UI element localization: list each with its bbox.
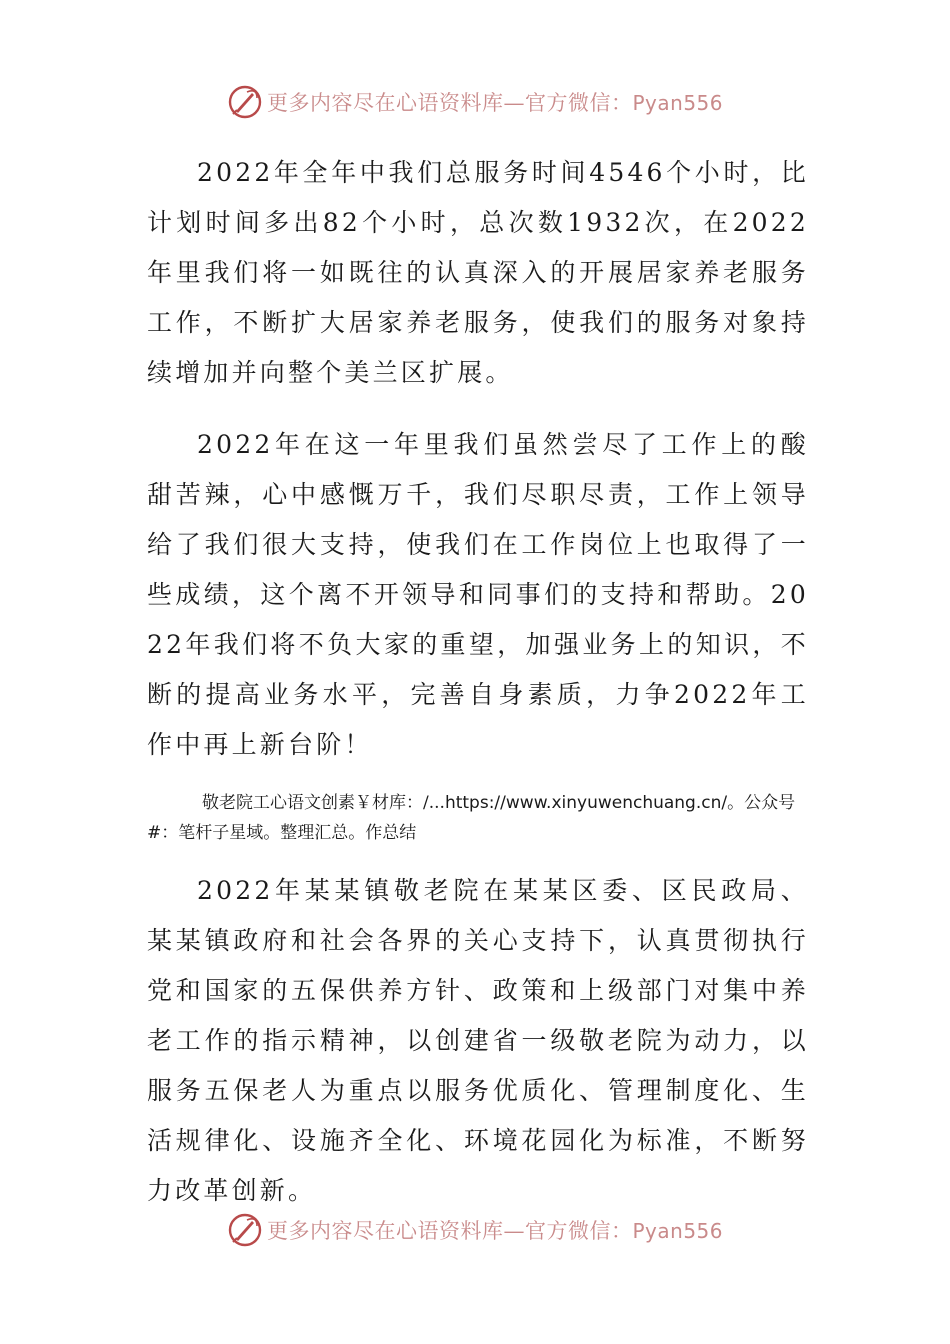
paragraph-3: 2022年某某镇敬老院在某某区委、区民政局、某某镇政府和社会各界的关心支持下，认真贯彻执行党和国家的五保供养方针、政策和上级部门对集中养老工作的指示精神，以创建省一级敬老院为动力，以服务五保老人为重点以服务优质化、管理制度化、生活规律化、设施齐全化、环境花园化为标准，不断努力改革创新。 bbox=[147, 876, 809, 1205]
footer-banner bbox=[0, 1210, 950, 1250]
paragraph-gap bbox=[147, 848, 809, 866]
banner-inner bbox=[227, 84, 723, 120]
banner-text-cn: 更多内容尽在心语资料库—官方微信： bbox=[266, 91, 633, 115]
source-note-line-2: #：笔杆子星域。整理汇总。作总结 bbox=[147, 823, 417, 843]
banner-wechat-id: Pyan556 bbox=[632, 91, 723, 115]
banner-inner bbox=[227, 1212, 723, 1248]
source-note bbox=[147, 788, 809, 848]
source-url-link[interactable]: https://www.xinyuwenchuang.cn/ bbox=[444, 793, 728, 813]
paragraph-1: 2022年全年中我们总服务时间4546个小时，比计划时间多出82个小时，总次数1932次，在2022年里我们将一如既往的认真深入的开展居家养老服务工作，不断扩大居家养老服务，使我们的服务对象持续增加并向整个美兰区扩展。 bbox=[147, 158, 809, 387]
source-note-suffix: 。公众号 bbox=[727, 793, 796, 813]
document-body bbox=[147, 148, 809, 1216]
banner-text bbox=[267, 1215, 723, 1245]
banner-text-cn: 更多内容尽在心语资料库—官方微信： bbox=[266, 1219, 633, 1243]
banner-text bbox=[267, 87, 723, 117]
header-banner bbox=[0, 82, 950, 122]
paragraph-2: 2022年在这一年里我们虽然尝尽了工作上的酸甜苦辣，心中感慨万千，我们尽职尽责，工作上领导给了我们很大支持，使我们在工作岗位上也取得了一些成绩，这个离不开领导和同事们的支持和帮助。2022年我们将不负大家的重望，加强业务上的知识，不断的提高业务水平，完善自身素质，力争2022年工作中再上新台阶！ bbox=[147, 430, 809, 759]
quill-logo-icon bbox=[227, 1212, 263, 1248]
banner-wechat-id: Pyan556 bbox=[632, 1219, 723, 1243]
source-note-line-1 bbox=[147, 788, 809, 818]
source-note-prefix: 敬老院工心语文创素￥材库：/... bbox=[202, 793, 445, 813]
paragraph-gap bbox=[147, 398, 809, 420]
paragraph-gap bbox=[147, 770, 809, 788]
quill-logo-icon bbox=[227, 84, 263, 120]
